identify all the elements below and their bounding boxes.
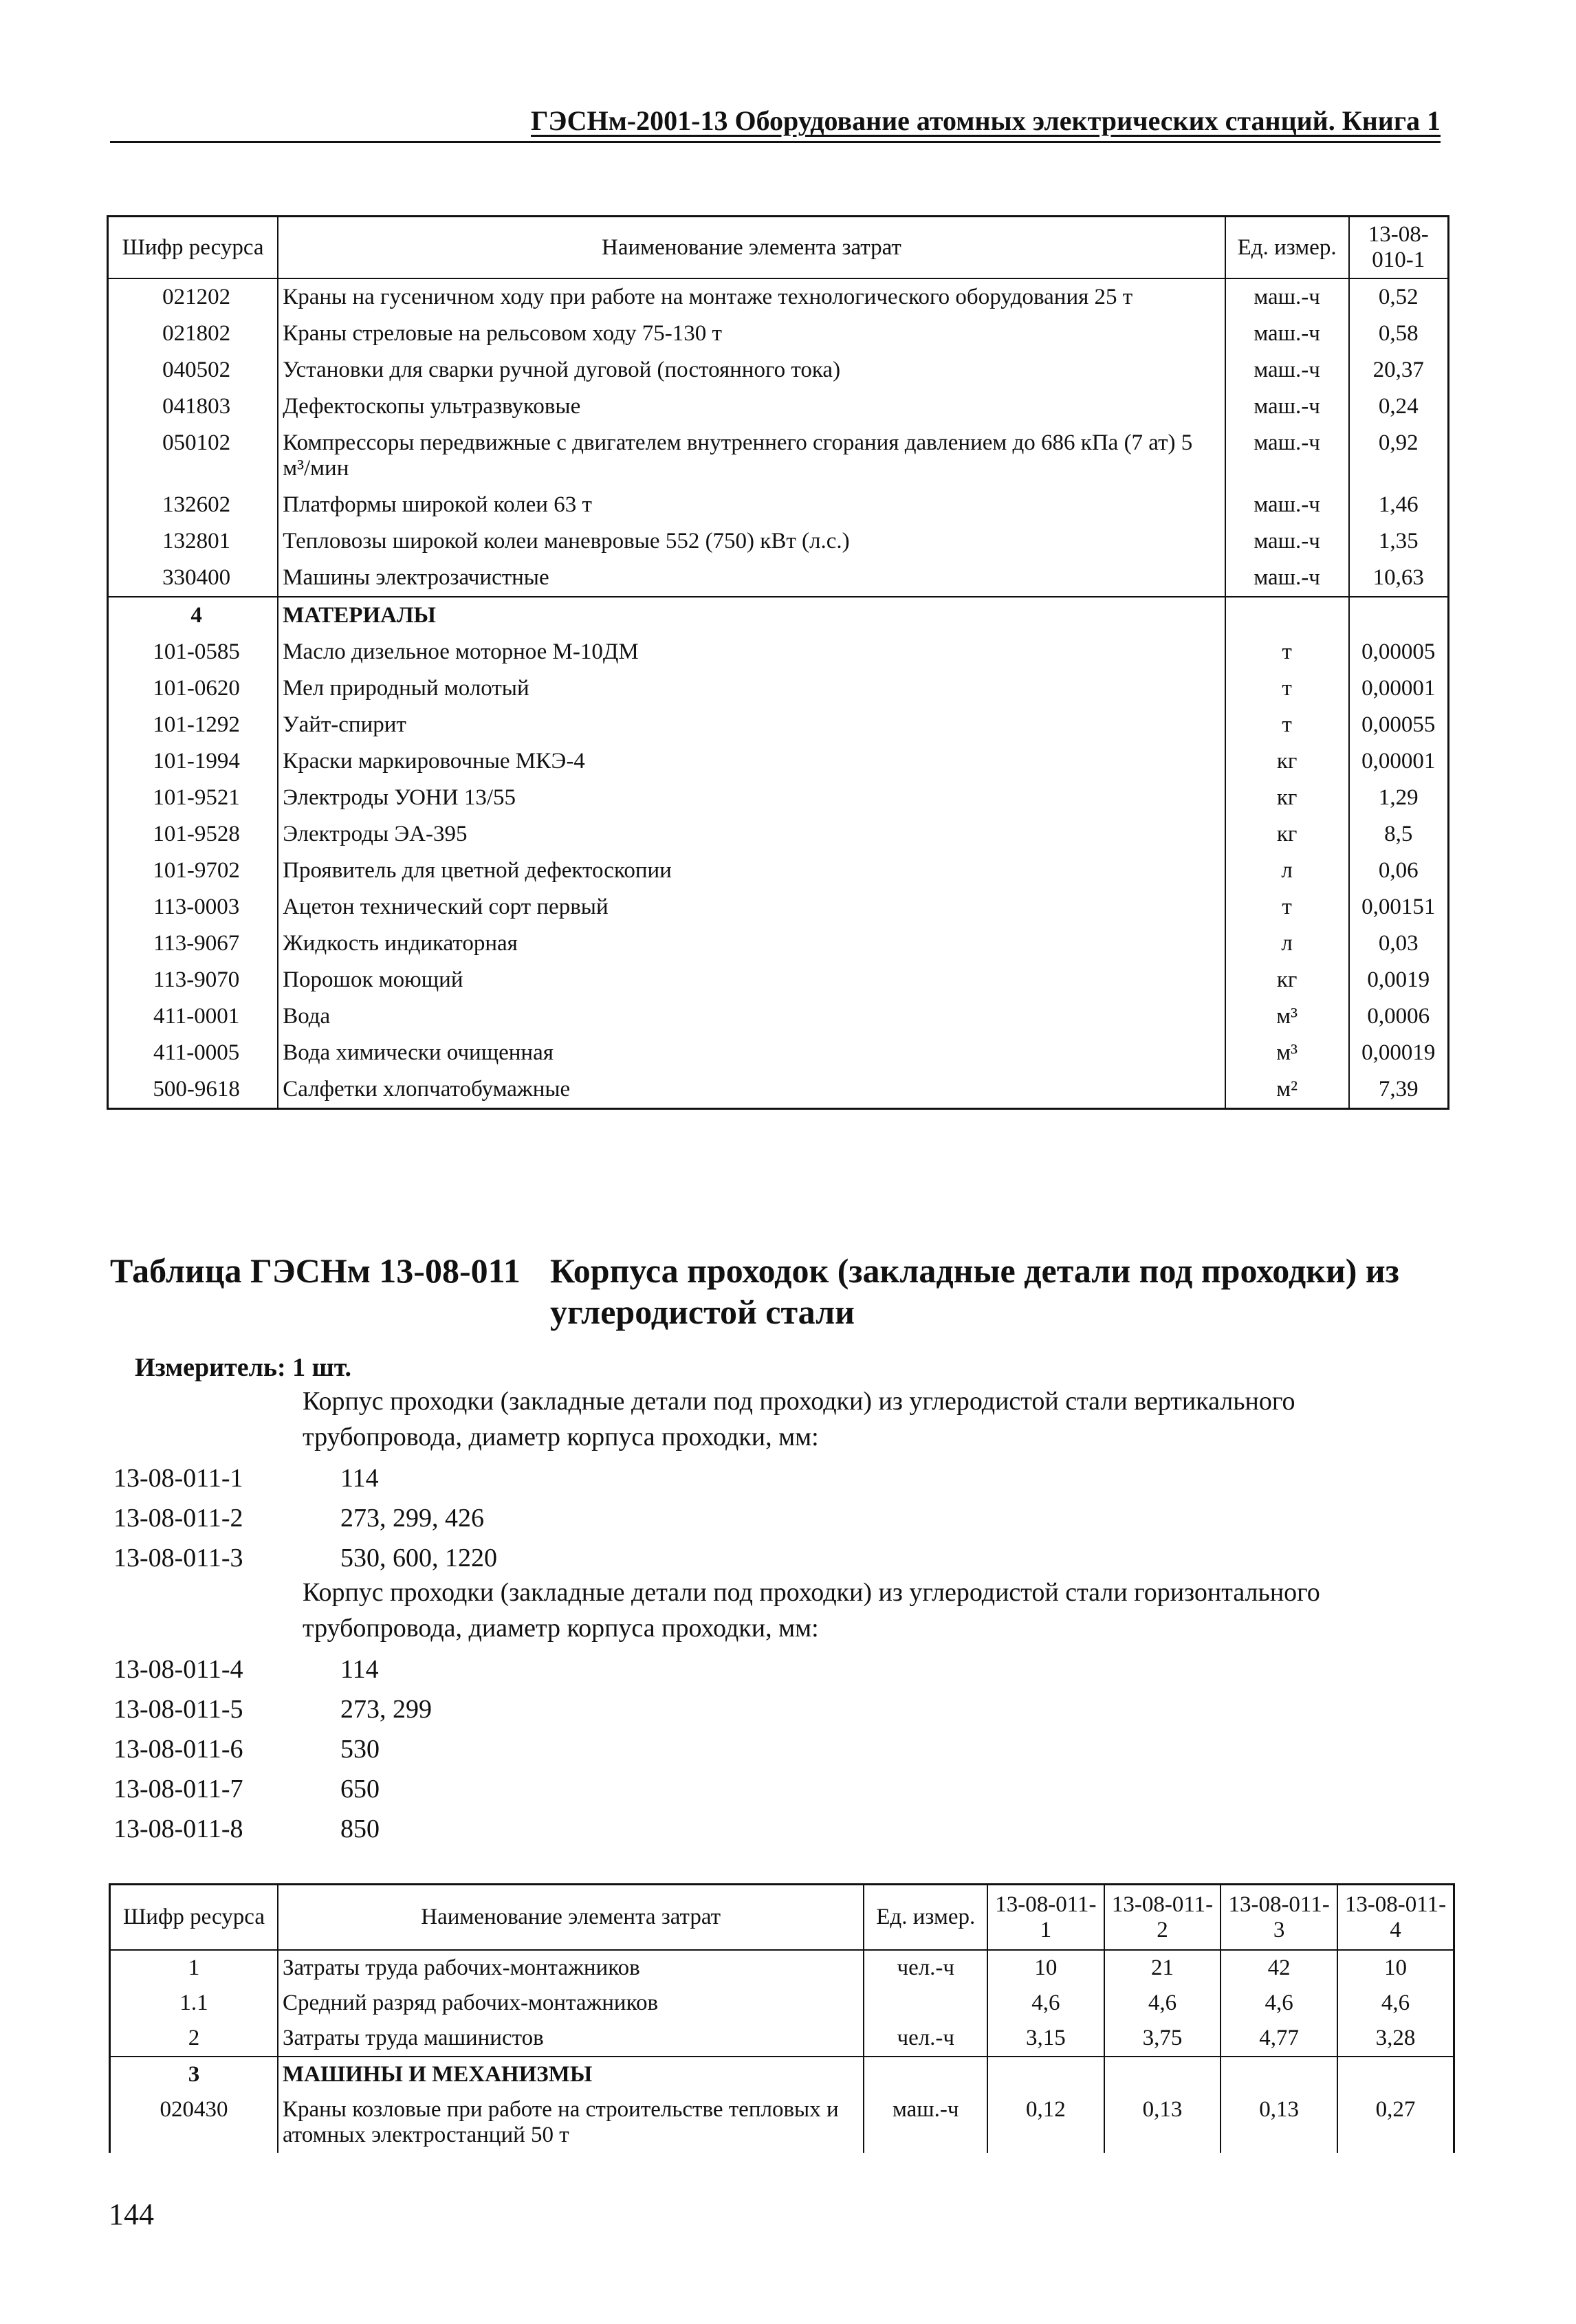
table-row — [108, 816, 1449, 853]
cell-name: Тепловозы широкой колеи маневровые 552 (750) кВт (л.с.) — [278, 523, 1225, 560]
table-row — [108, 1035, 1449, 1071]
cell-name: Затраты труда машинистов — [278, 2021, 864, 2057]
table-row — [110, 2092, 1454, 2153]
table-header-row — [110, 1885, 1454, 1951]
cell-value: 0,52 — [1349, 278, 1449, 316]
table-row — [108, 962, 1449, 998]
cell-code: 020430 — [110, 2092, 278, 2153]
cell-name: Жидкость индикаторная — [278, 925, 1225, 962]
norm-code: 13-08-011-2 — [113, 1504, 243, 1533]
table-row — [108, 1071, 1449, 1109]
cell-value: 7,39 — [1349, 1071, 1449, 1109]
norm-diameter: 114 — [340, 1655, 379, 1684]
cell-value: 0,13 — [1104, 2092, 1221, 2153]
cell-value: 42 — [1221, 1950, 1337, 1986]
norm-diameter: 530 — [340, 1735, 380, 1764]
section-name: МАТЕРИАЛЫ — [278, 597, 1225, 634]
cell-value: 4,6 — [1337, 1986, 1454, 2021]
list-item — [113, 1502, 484, 1535]
cell-code: 040502 — [108, 352, 278, 388]
table-title-name: Корпуса проходок (закладные детали под проходки) из углеродистой стали — [550, 1251, 1399, 1331]
cell-unit: маш.-ч — [1225, 560, 1349, 597]
section-code: 3 — [110, 2057, 278, 2092]
table-row — [108, 560, 1449, 597]
cell-name: Средний разряд рабочих-монтажников — [278, 1986, 864, 2021]
cell-value: 0,0006 — [1349, 998, 1449, 1035]
cell-name: Платформы широкой колеи 63 т — [278, 487, 1225, 523]
cell-code: 2 — [110, 2021, 278, 2057]
col-header-name: Наименование элемента затрат — [278, 217, 1225, 279]
cell-unit: маш.-ч — [1225, 278, 1349, 316]
cell-name: Краны козловые при работе на строительстве тепловых и атомных электростанций 50 т — [278, 2092, 864, 2153]
cell-unit: л — [1225, 925, 1349, 962]
col-header-norm-1: 13-08-011-1 — [987, 1885, 1104, 1951]
cell-value — [1349, 597, 1449, 634]
list-item — [113, 1773, 380, 1806]
cell-code: 113-0003 — [108, 889, 278, 925]
list-item — [113, 1653, 379, 1686]
cell-code: 101-9702 — [108, 853, 278, 889]
col-header-norm-4: 13-08-011-4 — [1337, 1885, 1454, 1951]
cell-name: Краны на гусеничном ходу при работе на монтаже технологического оборудования 25 т — [278, 278, 1225, 316]
table-row — [108, 597, 1449, 634]
cell-value: 0,00151 — [1349, 889, 1449, 925]
table-row — [108, 316, 1449, 352]
cell-name: Машины электрозачистные — [278, 560, 1225, 597]
table-body — [110, 1950, 1454, 2153]
cell-value: 0,0019 — [1349, 962, 1449, 998]
cell-value: 4,6 — [987, 1986, 1104, 2021]
cell-name: Компрессоры передвижные с двигателем внутреннего сгорания давлением до 686 кПа (7 ат) 5 м³/мин — [278, 425, 1225, 487]
group-description-vertical: Корпус проходки (закладные детали под проходки) из углеродистой стали вертикального трубопровода, диаметр корпуса проходки, мм: — [303, 1387, 1295, 1451]
norm-code: 13-08-011-8 — [113, 1815, 243, 1843]
cell-unit: маш.-ч — [1225, 388, 1349, 425]
cell-unit: кг — [1225, 816, 1349, 853]
cell-unit: м³ — [1225, 1035, 1349, 1071]
cell-code: 050102 — [108, 425, 278, 487]
cell-name: Затраты труда рабочих-монтажников — [278, 1950, 864, 1986]
group-description-horizontal: Корпус проходки (закладные детали под проходки) из углеродистой стали горизонтального трубопровода, диаметр корпуса проходки, мм: — [303, 1578, 1320, 1643]
norm-diameter: 650 — [340, 1775, 380, 1804]
cell-unit — [1225, 597, 1349, 634]
cell-name: Электроды УОНИ 13/55 — [278, 780, 1225, 816]
cell-unit: кг — [1225, 743, 1349, 780]
resource-table-13-08-010 — [107, 215, 1449, 1110]
norm-code: 13-08-011-3 — [113, 1544, 243, 1572]
cell-unit: маш.-ч — [1225, 523, 1349, 560]
cell-code: 113-9070 — [108, 962, 278, 998]
cell-code: 041803 — [108, 388, 278, 425]
running-header: ГЭСНм-2001-13 Оборудование атомных электрических станций. Книга 1 — [530, 105, 1441, 136]
cell-name: Мел природный молотый — [278, 670, 1225, 707]
col-header-code: Шифр ресурса — [110, 1885, 278, 1951]
cell-unit: т — [1225, 670, 1349, 707]
cell-unit: маш.-ч — [864, 2092, 987, 2153]
table-title-label: Таблица ГЭСНм 13-08-011 — [110, 1251, 521, 1290]
norm-code: 13-08-011-7 — [113, 1775, 243, 1804]
cell-name: Салфетки хлопчатобумажные — [278, 1071, 1225, 1109]
cell-name: Проявитель для цветной дефектоскопии — [278, 853, 1225, 889]
cell-value: 8,5 — [1349, 816, 1449, 853]
table-row — [108, 487, 1449, 523]
col-header-norm-3: 13-08-011-3 — [1221, 1885, 1337, 1951]
cell-code: 101-1994 — [108, 743, 278, 780]
cell-value: 0,13 — [1221, 2092, 1337, 2153]
col-header-name: Наименование элемента затрат — [278, 1885, 864, 1951]
cell-value — [1221, 2057, 1337, 2092]
cell-value: 0,24 — [1349, 388, 1449, 425]
cell-name: Электроды ЭА-395 — [278, 816, 1225, 853]
cell-unit: маш.-ч — [1225, 316, 1349, 352]
cell-value: 3,28 — [1337, 2021, 1454, 2057]
table-row — [108, 352, 1449, 388]
table-row — [108, 388, 1449, 425]
cell-name: Краски маркировочные МКЭ-4 — [278, 743, 1225, 780]
cell-value: 0,00001 — [1349, 670, 1449, 707]
cell-value: 0,58 — [1349, 316, 1449, 352]
table-row — [110, 2057, 1454, 2092]
cell-code: 132602 — [108, 487, 278, 523]
cell-value: 0,00019 — [1349, 1035, 1449, 1071]
table-row — [110, 2021, 1454, 2057]
table-row — [108, 998, 1449, 1035]
cell-value: 3,75 — [1104, 2021, 1221, 2057]
cell-value: 1,46 — [1349, 487, 1449, 523]
cell-code: 1.1 — [110, 1986, 278, 2021]
page-number: 144 — [109, 2197, 154, 2231]
cell-value: 10 — [1337, 1950, 1454, 1986]
cell-value: 10,63 — [1349, 560, 1449, 597]
norm-code: 13-08-011-6 — [113, 1735, 243, 1764]
cell-value: 0,27 — [1337, 2092, 1454, 2153]
cell-value: 0,92 — [1349, 425, 1449, 487]
cell-value: 20,37 — [1349, 352, 1449, 388]
cell-unit: м³ — [1225, 998, 1349, 1035]
cell-code: 132801 — [108, 523, 278, 560]
cell-unit — [864, 1986, 987, 2021]
cell-name: Краны стреловые на рельсовом ходу 75-130 т — [278, 316, 1225, 352]
cell-name: Ацетон технический сорт первый — [278, 889, 1225, 925]
cell-value: 3,15 — [987, 2021, 1104, 2057]
cell-value: 0,06 — [1349, 853, 1449, 889]
norm-code: 13-08-011-4 — [113, 1655, 243, 1684]
cell-code: 411-0005 — [108, 1035, 278, 1071]
list-item — [113, 1462, 379, 1495]
cell-value — [987, 2057, 1104, 2092]
cell-value — [1337, 2057, 1454, 2092]
norm-code: 13-08-011-1 — [113, 1464, 243, 1493]
table-row — [108, 425, 1449, 487]
col-header-norm-2: 13-08-011-2 — [1104, 1885, 1221, 1951]
cell-code: 101-9528 — [108, 816, 278, 853]
cell-code: 101-0585 — [108, 634, 278, 670]
cell-code: 101-0620 — [108, 670, 278, 707]
cell-unit: т — [1225, 634, 1349, 670]
list-item — [113, 1693, 432, 1726]
norm-diameter: 114 — [340, 1464, 379, 1493]
list-item — [113, 1812, 380, 1845]
cell-name: Вода химически очищенная — [278, 1035, 1225, 1071]
cell-code: 500-9618 — [108, 1071, 278, 1109]
cell-value: 1,29 — [1349, 780, 1449, 816]
cell-value: 0,00005 — [1349, 634, 1449, 670]
table-row — [108, 670, 1449, 707]
table-row — [110, 1986, 1454, 2021]
header-rule — [110, 141, 1441, 143]
cell-code: 101-9521 — [108, 780, 278, 816]
measure-label: Измеритель: — [135, 1353, 286, 1382]
cell-value: 1,35 — [1349, 523, 1449, 560]
col-header-unit: Ед. измер. — [864, 1885, 987, 1951]
cell-value: 0,00001 — [1349, 743, 1449, 780]
table-row — [108, 707, 1449, 743]
cell-code: 113-9067 — [108, 925, 278, 962]
resource-table-13-08-011 — [109, 1883, 1455, 2153]
table-row — [108, 925, 1449, 962]
norm-diameter: 850 — [340, 1815, 380, 1843]
cell-name: Установки для сварки ручной дуговой (постоянного тока) — [278, 352, 1225, 388]
cell-name: Порошок моющий — [278, 962, 1225, 998]
cell-code: 101-1292 — [108, 707, 278, 743]
table-row — [108, 523, 1449, 560]
norm-diameter: 530, 600, 1220 — [340, 1544, 497, 1572]
norm-diameter: 273, 299 — [340, 1695, 432, 1724]
cell-unit: маш.-ч — [1225, 352, 1349, 388]
cell-value: 21 — [1104, 1950, 1221, 1986]
col-header-unit: Ед. измер. — [1225, 217, 1349, 279]
section-code: 4 — [108, 597, 278, 634]
cell-name: Масло дизельное моторное М-10ДМ — [278, 634, 1225, 670]
cell-value: 10 — [987, 1950, 1104, 1986]
cell-unit: чел.-ч — [864, 1950, 987, 1986]
cell-value: 4,77 — [1221, 2021, 1337, 2057]
cell-name: Дефектоскопы ультразвуковые — [278, 388, 1225, 425]
cell-unit: чел.-ч — [864, 2021, 987, 2057]
cell-unit: маш.-ч — [1225, 425, 1349, 487]
table-row — [108, 889, 1449, 925]
list-item — [113, 1542, 497, 1575]
cell-code: 021202 — [108, 278, 278, 316]
table-row — [108, 853, 1449, 889]
cell-code: 021802 — [108, 316, 278, 352]
list-item — [113, 1733, 380, 1766]
norm-diameter: 273, 299, 426 — [340, 1504, 484, 1533]
cell-value: 4,6 — [1221, 1986, 1337, 2021]
table-header-row — [108, 217, 1449, 279]
col-header-norm: 13-08-010-1 — [1349, 217, 1449, 279]
cell-unit — [864, 2057, 987, 2092]
cell-code: 330400 — [108, 560, 278, 597]
cell-name: Вода — [278, 998, 1225, 1035]
measure-line — [135, 1352, 351, 1383]
table-row — [108, 634, 1449, 670]
table-row — [108, 780, 1449, 816]
cell-unit: л — [1225, 853, 1349, 889]
cell-value: 4,6 — [1104, 1986, 1221, 2021]
table-body — [108, 278, 1449, 1109]
cell-value: 0,00055 — [1349, 707, 1449, 743]
cell-value: 0,03 — [1349, 925, 1449, 962]
table-row — [108, 278, 1449, 316]
norm-code: 13-08-011-5 — [113, 1695, 243, 1724]
cell-name: Уайт-спирит — [278, 707, 1225, 743]
cell-unit: т — [1225, 707, 1349, 743]
table-row — [108, 743, 1449, 780]
cell-unit: т — [1225, 889, 1349, 925]
cell-unit: маш.-ч — [1225, 487, 1349, 523]
cell-code: 1 — [110, 1950, 278, 1986]
section-name: МАШИНЫ И МЕХАНИЗМЫ — [278, 2057, 864, 2092]
cell-unit: м² — [1225, 1071, 1349, 1109]
cell-value: 0,12 — [987, 2092, 1104, 2153]
cell-value — [1104, 2057, 1221, 2092]
col-header-code: Шифр ресурса — [108, 217, 278, 279]
cell-unit: кг — [1225, 962, 1349, 998]
measure-value: 1 шт. — [292, 1353, 352, 1382]
cell-unit: кг — [1225, 780, 1349, 816]
table-row — [110, 1950, 1454, 1986]
cell-code: 411-0001 — [108, 998, 278, 1035]
